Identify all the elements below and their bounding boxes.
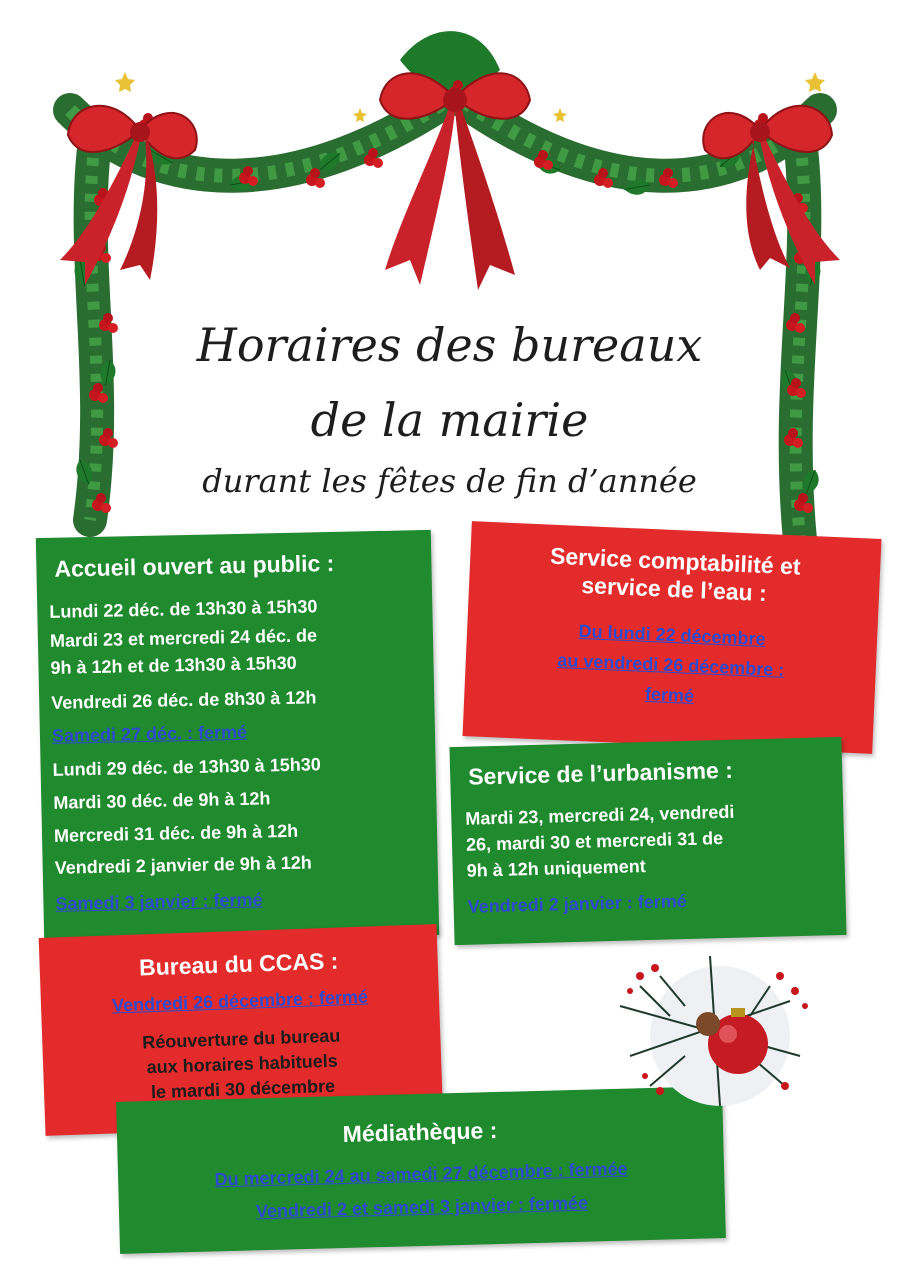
accueil-line: Vendredi 26 déc. de 8h30 à 12h xyxy=(51,687,317,713)
christmas-bauble-icon xyxy=(600,946,830,1116)
accueil-line: Mardi 30 déc. de 9h à 12h xyxy=(53,788,271,813)
compta-heading: Service comptabilité et xyxy=(549,542,802,580)
compta-panel xyxy=(463,521,882,754)
accueil-heading: Accueil ouvert au public : xyxy=(54,549,335,582)
ccas-heading: Bureau du CCAS : xyxy=(138,947,339,981)
compta-heading-2: service de l’eau : xyxy=(580,572,768,607)
urbanisme-panel xyxy=(449,737,846,945)
accueil-closed-line: Samedi 3 janvier : fermé xyxy=(55,889,263,914)
mediatheque-closed-line: Vendredi 2 et samedi 3 janvier : fermée xyxy=(255,1192,589,1222)
accueil-line: Lundi 29 déc. de 13h30 à 15h30 xyxy=(52,754,321,780)
mediatheque-heading: Médiathèque : xyxy=(342,1116,498,1148)
page-title: Horaires des bureaux xyxy=(196,318,703,372)
page-subtitle: durant les fêtes de fin d’année xyxy=(202,462,697,500)
urbanisme-line: Mardi 23, mercredi 24, vendredi xyxy=(465,801,735,829)
accueil-line: Mardi 23 et mercredi 24 déc. de xyxy=(49,625,318,651)
compta-closed-line: Du lundi 22 décembre xyxy=(578,620,766,650)
urbanisme-line: 9h à 12h uniquement xyxy=(466,856,646,881)
ccas-line: aux horaires habituels xyxy=(146,1050,339,1078)
compta-closed-line: au vendredi 26 décembre : xyxy=(556,650,785,680)
urbanisme-line: 26, mardi 30 et mercredi 31 de xyxy=(465,828,724,855)
ccas-closed-line: Vendredi 26 décembre : fermé xyxy=(111,986,369,1016)
accueil-panel xyxy=(36,530,439,943)
accueil-line: Lundi 22 déc. de 13h30 à 15h30 xyxy=(49,596,318,622)
accueil-line: Vendredi 2 janvier de 9h à 12h xyxy=(54,852,312,878)
compta-closed-line: fermé xyxy=(644,683,695,707)
mediatheque-closed-line: Du mercredi 24 au samedi 27 décembre : fermée xyxy=(214,1158,628,1190)
page-title-line-2: de la mairie xyxy=(310,393,589,447)
accueil-closed-line: Samedi 27 déc. : fermé xyxy=(51,721,248,746)
accueil-line: Mercredi 31 déc. de 9h à 12h xyxy=(53,820,299,846)
urbanisme-heading: Service de l’urbanisme : xyxy=(467,756,734,790)
ccas-line: le mardi 30 décembre xyxy=(150,1075,336,1103)
red-ribbon-bow xyxy=(380,73,530,290)
accueil-line: 9h à 12h et de 13h30 à 15h30 xyxy=(50,652,297,678)
ccas-line: Réouverture du bureau xyxy=(141,1025,341,1053)
urbanisme-closed-line: Vendredi 2 janvier : fermé xyxy=(467,891,687,917)
